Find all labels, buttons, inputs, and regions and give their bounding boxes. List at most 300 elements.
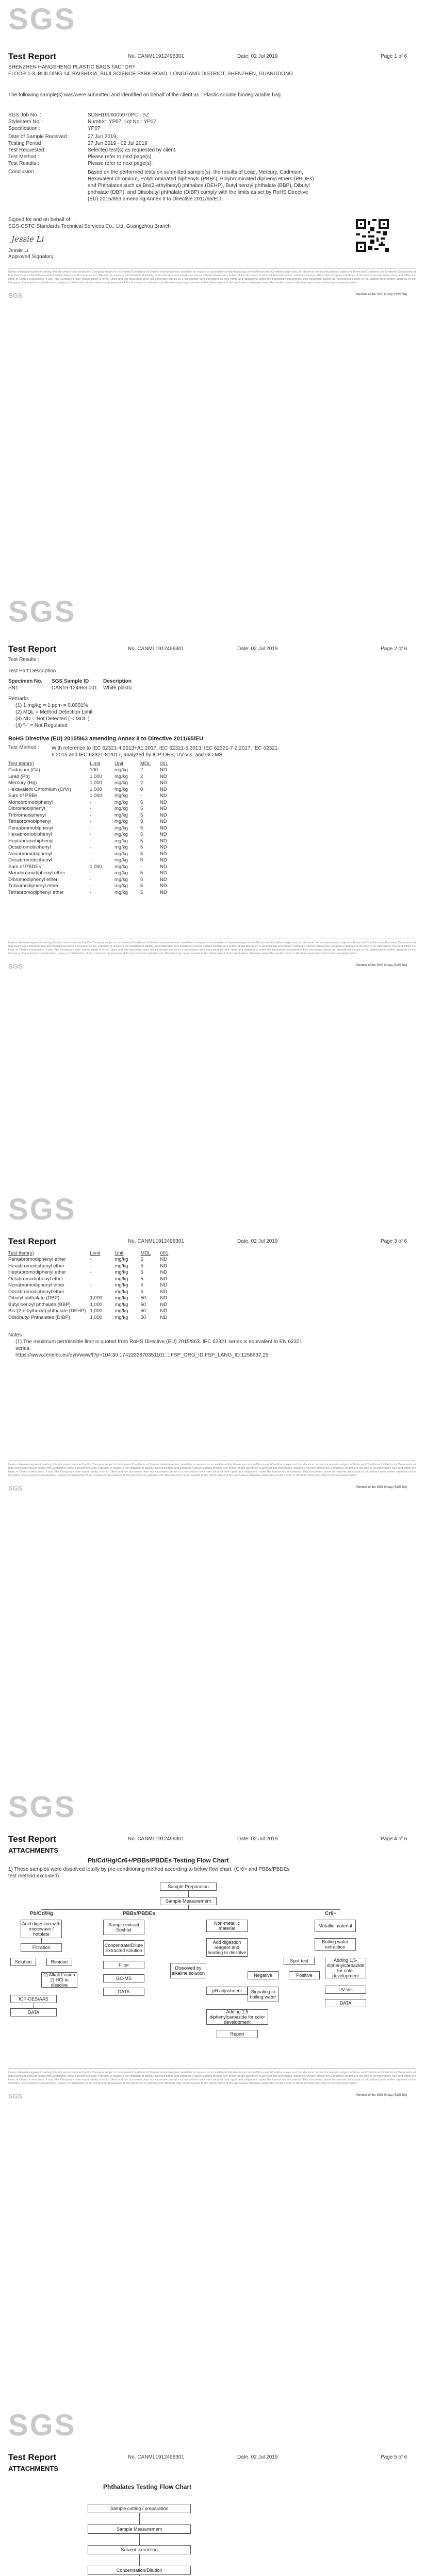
- result-cell: ND: [160, 1257, 168, 1263]
- result-cell: ND: [160, 773, 167, 779]
- limit-cell: -: [90, 1263, 92, 1269]
- remark-item: (3) ND = Not Detected ( < MDL ): [15, 716, 90, 722]
- table-row: [6, 780, 177, 787]
- limit-cell: -: [90, 825, 92, 831]
- limit-cell: 1,000: [90, 793, 102, 799]
- limit-cell: 100: [90, 767, 98, 773]
- test-method-label: Test Method :: [8, 745, 40, 751]
- mdl-cell: 5: [140, 876, 143, 883]
- alkali-fusion-box: 1) Alkali Fusion 2) HCl to dissolve: [41, 1972, 77, 1988]
- remark-item: (1) 1 mg/kg = 1 ppm = 0.0001%: [15, 703, 88, 708]
- mdl-cell: 5: [140, 851, 143, 857]
- test-item-cell: Lead (Pb): [8, 773, 30, 779]
- unit-cell: mg/kg: [114, 780, 128, 786]
- page-number: Page 2 of 6: [381, 646, 407, 652]
- mdl-cell: 50: [140, 1295, 146, 1301]
- test-item-cell: Hexavalent Chromium (CrVI): [8, 786, 71, 792]
- unit-cell: mg/kg: [114, 857, 128, 863]
- data-box: DATA: [10, 2008, 57, 2016]
- report-date: Date: 02 Jul 2019: [237, 54, 278, 59]
- qr-code: [356, 219, 389, 252]
- sgs-logo: SGS: [8, 2409, 76, 2442]
- field-label: Date of Sample Received :: [8, 134, 70, 140]
- footer-logo: SGS: [8, 2092, 23, 2100]
- mdl-cell: 5: [140, 819, 143, 825]
- limit-cell: 1,000: [90, 786, 102, 792]
- phthalates-flowchart-title: Phthalates Testing Flow Chart: [103, 2483, 192, 2490]
- field-value: Selected test(s) as requested by client.: [88, 147, 177, 153]
- unit-cell: mg/kg: [114, 1289, 128, 1295]
- limit-cell: -: [90, 838, 92, 844]
- test-item-cell: Monobromobiphenyl: [8, 799, 53, 805]
- field-label: Style/Item No. :: [8, 119, 44, 125]
- report-number: No. CANML1912496301: [128, 1836, 184, 1842]
- unit-cell: mg/kg: [114, 863, 128, 870]
- result-cell: ND: [160, 1295, 168, 1301]
- field-label: Test Method :: [8, 154, 40, 160]
- test-item-cell: Nonabromodiphenyl ether: [8, 1282, 65, 1289]
- signer-name: Jessie Li: [8, 248, 28, 253]
- connector: [139, 2554, 140, 2566]
- signed-for: Signed for and on behalf of: [8, 217, 71, 223]
- table-row: [6, 889, 177, 896]
- remarks-title: Remarks :: [8, 696, 32, 702]
- col-mdl: MDL: [140, 760, 151, 767]
- limit-cell: 1,000: [90, 780, 102, 786]
- report-title: Test Report: [8, 52, 57, 61]
- report-date: Date: 02 Jul 2019: [237, 1836, 278, 1842]
- rohs-results-table: [6, 760, 177, 896]
- test-item-cell: Cadmium (Cd): [8, 767, 40, 773]
- report-title: Test Report: [8, 2452, 57, 2462]
- page-1: [0, 0, 426, 592]
- field-label: Test Results :: [8, 161, 40, 166]
- test-item-cell: Sum of PBBs: [8, 793, 38, 799]
- col-test-item: Test Item(s): [8, 1250, 34, 1256]
- unit-cell: mg/kg: [114, 1282, 128, 1289]
- table-row: [6, 825, 177, 832]
- mdl-cell: 5: [140, 1263, 143, 1269]
- unit-cell: mg/kg: [114, 1276, 128, 1282]
- report-date: Date: 02 Jul 2019: [237, 646, 278, 652]
- col-unit: Unit: [114, 1250, 124, 1256]
- table-row: [6, 1295, 177, 1302]
- limit-cell: 1,000: [90, 1295, 103, 1301]
- table-row: [6, 1269, 177, 1276]
- result-cell: ND: [160, 883, 167, 889]
- col-001: 001: [160, 760, 168, 767]
- mdl-cell: 5: [140, 832, 143, 838]
- solution-box: Solution: [10, 1958, 36, 1966]
- gc-ms-box: GC-MS: [103, 1974, 144, 1982]
- limit-cell: -: [90, 806, 92, 812]
- page-5: [0, 2406, 426, 2576]
- signature: Jessie Li: [11, 234, 44, 244]
- connector: [41, 1938, 42, 1943]
- table-row: [6, 870, 177, 877]
- data-box: DATA: [325, 1999, 366, 2007]
- flow-step-box: Concentration/Dilution: [88, 2566, 191, 2575]
- sample-preparation-box: Sample Preparation: [160, 1883, 217, 1891]
- unit-cell: mg/kg: [114, 767, 128, 773]
- unit-cell: mg/kg: [114, 825, 128, 831]
- unit-cell: mg/kg: [114, 889, 128, 895]
- limit-cell: 1,000: [90, 1301, 103, 1308]
- unit-cell: mg/kg: [114, 806, 128, 812]
- connector: [188, 1905, 189, 1909]
- specimen-number: SN1: [8, 685, 19, 691]
- footer-member: Member of the SGS Group (SGS SA): [356, 964, 407, 967]
- footer-logo: SGS: [8, 292, 23, 299]
- limit-cell: 1,000: [90, 863, 102, 870]
- result-cell: ND: [160, 832, 167, 838]
- limit-cell: 1,000: [90, 1314, 103, 1320]
- test-item-cell: Monobromodiphenyl ether: [8, 870, 65, 876]
- unit-cell: mg/kg: [114, 1269, 128, 1276]
- test-item-cell: Tribromodiphenyl ether: [8, 883, 59, 889]
- digestion-reagent-box: Add digestion reagent and heating to dissolve: [206, 1938, 248, 1957]
- limit-cell: -: [90, 812, 92, 818]
- table-row: [6, 863, 177, 870]
- table-row: [6, 844, 177, 851]
- test-item-cell: Pentabromodiphenyl ether: [8, 1257, 66, 1263]
- table-row: [6, 1314, 177, 1321]
- result-cell: ND: [160, 1314, 168, 1320]
- uv-vis-box: UV-Vis: [325, 1986, 366, 1994]
- mdl-cell: 5: [140, 870, 143, 876]
- soxhlet-extract-box: Sample extract Soxhlet: [103, 1920, 144, 1935]
- test-item-cell: Diisobutyl Phthalates (DIBP): [8, 1314, 70, 1320]
- sgs-logo: SGS: [8, 1790, 76, 1824]
- table-row: [6, 1282, 177, 1289]
- sample-measurement-box: Sample Measurement: [160, 1897, 217, 1905]
- result-cell: ND: [160, 857, 167, 863]
- ph-adjustment-box: pH adjustment: [206, 1987, 248, 1995]
- table-row: [6, 767, 177, 774]
- result-cell: ND: [160, 844, 167, 851]
- report-box: Report: [217, 2030, 258, 2038]
- unit-cell: mg/kg: [114, 1308, 128, 1314]
- unit-cell: mg/kg: [114, 812, 128, 818]
- conclusion-text: Based on the performed tests on submitted sample(s), the results of Lead, Mercury, Cadmium, Hexavalent chromium, Polybrominated biphenyls (PBBs), Polybrominated diphenyl ethers (PBDEs) and Phthalates such as Bis(2-ethylhexyl) phthalate (DEHP), Butyl benzyl phthalate (BBP), Dibutyl phthalate (DBP), and Diisobutyl phthalate (DIBP) comply with the limits as set by RoHS Directive (EU) 2015/863 amending Annex II to Directive 2011/65/EU.: [88, 170, 314, 202]
- mdl-cell: -: [140, 793, 142, 799]
- result-cell: ND: [160, 1301, 168, 1308]
- attachments-heading: ATTACHMENTS: [8, 2465, 59, 2472]
- unit-cell: mg/kg: [114, 1263, 128, 1269]
- description-header: Description: [103, 679, 132, 684]
- sgs-logo: SGS: [8, 1193, 76, 1226]
- col-001: 001: [160, 1250, 169, 1256]
- table-row: [6, 806, 177, 812]
- test-item-cell: Tribromobiphenyl: [8, 812, 46, 818]
- test-results-label: Test Results :: [8, 657, 40, 663]
- acid-digestion-box: Acid digestion with microwave / hotplate: [21, 1920, 62, 1938]
- footer-logo: SGS: [8, 962, 23, 970]
- result-cell: ND: [160, 806, 167, 812]
- test-item-cell: Pentabromobiphenyl: [8, 825, 54, 831]
- test-item-cell: Decabromodiphenyl ether: [8, 1289, 64, 1295]
- table-row: [6, 883, 177, 890]
- table-header-row: [6, 760, 177, 767]
- residue-box: Residue: [46, 1958, 72, 1966]
- mdl-cell: 5: [140, 1269, 143, 1276]
- result-cell: ND: [160, 812, 167, 818]
- mdl-cell: 5: [140, 799, 143, 805]
- filter-box: Filter: [103, 1961, 144, 1969]
- connector: [139, 2513, 140, 2524]
- mdl-cell: 5: [140, 838, 143, 844]
- filtration-box: Filtration: [21, 1943, 62, 1952]
- test-item-cell: Heptabromodiphenyl ether: [8, 1269, 66, 1276]
- table-row: [6, 1257, 177, 1263]
- result-cell: ND: [160, 876, 167, 883]
- unit-cell: mg/kg: [114, 819, 128, 825]
- col-test-item: Test Item(s): [8, 760, 34, 767]
- test-item-cell: Tetrabromobiphenyl: [8, 819, 52, 825]
- mdl-cell: -: [140, 863, 142, 870]
- test-item-cell: Nonabromobiphenyl: [8, 851, 53, 857]
- mdl-cell: 50: [140, 1308, 146, 1314]
- field-value: 27 Jun 2019 - 02 Jul 2019: [88, 141, 148, 146]
- unit-cell: mg/kg: [114, 1257, 128, 1263]
- signer-title: Approved Signatory: [8, 254, 54, 260]
- field-label: Testing Period :: [8, 141, 44, 146]
- field-label: Test Requested :: [8, 147, 47, 153]
- unit-cell: mg/kg: [114, 793, 128, 799]
- unit-cell: mg/kg: [114, 844, 128, 851]
- flowchart-title: Pb/Cd/Hg/Cr6+/PBBs/PBDEs Testing Flow Chart: [88, 1857, 229, 1864]
- mdl-cell: 50: [140, 1314, 146, 1320]
- report-date: Date: 02 Jul 2019: [237, 1239, 278, 1244]
- test-item-cell: Octabromobiphenyl: [8, 844, 51, 851]
- field-label: SGS Job No. :: [8, 112, 41, 118]
- unit-cell: mg/kg: [114, 870, 128, 876]
- unit-cell: mg/kg: [114, 1295, 128, 1301]
- branch-pbcdhg: Pb/Cd/Hg: [30, 1911, 53, 1917]
- table-row: [6, 876, 177, 883]
- data-box: DATA: [103, 1988, 144, 1996]
- result-cell: ND: [160, 786, 167, 792]
- test-item-cell: Heptabromobiphenyl: [8, 838, 54, 844]
- result-cell: ND: [160, 767, 167, 773]
- sgs-logo: SGS: [8, 3, 76, 36]
- unit-cell: mg/kg: [114, 851, 128, 857]
- rohs-results-body: [6, 767, 177, 896]
- remark-item: (4) "-" = Not Regulated: [15, 723, 68, 728]
- mdl-cell: 5: [140, 857, 143, 863]
- table-row: [6, 857, 177, 864]
- non-metallic-box: Non-metallic material: [206, 1920, 248, 1932]
- test-item-cell: Dibutyl phthalate (DBP): [8, 1295, 60, 1301]
- report-date: Date: 02 Jul 2019: [237, 2454, 278, 2460]
- limit-cell: -: [90, 883, 92, 889]
- limit-cell: -: [90, 799, 92, 805]
- table-row: [6, 773, 177, 780]
- unit-cell: mg/kg: [114, 786, 128, 792]
- test-item-cell: Sum of PBDEs: [8, 863, 41, 870]
- limit-cell: -: [90, 1257, 92, 1263]
- unit-cell: mg/kg: [114, 773, 128, 779]
- test-item-cell: Hexabromobiphenyl: [8, 832, 52, 838]
- negative-box: Negative: [248, 1971, 278, 1979]
- mdl-cell: 5: [140, 1282, 143, 1289]
- connector: [188, 1891, 189, 1897]
- test-part-description-label: Test Part Description :: [8, 668, 59, 674]
- concentrate-box: Concentrate/Dilute Extracted solution: [103, 1940, 144, 1956]
- footer-member: Member of the SGS Group (SGS SA): [356, 2094, 407, 2097]
- limit-cell: -: [90, 876, 92, 883]
- test-item-cell: Decabromobiphenyl: [8, 857, 52, 863]
- flow-step-box: Solvent extraction: [88, 2545, 191, 2554]
- field-value: Please refer to next page(s).: [88, 154, 153, 160]
- limit-cell: 1,000: [90, 1308, 103, 1314]
- signed-org: SGS-CSTC Standards Technical Services Co., Ltd. Guangzhou Branch: [8, 224, 171, 229]
- report-title: Test Report: [8, 1834, 57, 1844]
- field-label: Specification :: [8, 126, 41, 131]
- test-item-cell: Mercury (Hg): [8, 780, 37, 786]
- footer-text: Unless otherwise agreed in writing, this document is issued by the Company subject to its General Conditions of Service printed overleaf, available on request or accessible at http://www.sgs.com/en/Terms-and-Conditions.aspx and, for electronic format documents, subject to Terms and Conditions for Electronic Documents at http://www.sgs.com/en/Terms-and-Conditions/Terms-e-Document.aspx. Attention is drawn to the limitation of liability, indemnification and jurisdiction issues defined therein. Any holder of this document is advised that information contained hereon reflects the Company's findings at the time of its intervention only and within the limits of Client's instructions, if any. The Company's sole responsibility is to its Client and this document does not exonerate parties to a transaction from exercising all their rights and obligations under the transaction documents. This document cannot be reproduced except in full, without prior written approval of the Company. Any unauthorized alteration, forgery or falsification of the content or appearance of this document is unlawful and offenders may be prosecuted to the fullest extent of the law. Unless otherwise stated the results shown in this test report refer only to the sample(s) tested.: [8, 1463, 416, 1477]
- client-address: FLOOR 1-3, BUILDING 14, BAISHIXIA, BUJI SCIENCE PARK ROAD, LONGGANG DISTRICT, SHENZHEN, GUANGDONG: [8, 71, 293, 77]
- page-number: Page 1 of 6: [381, 54, 407, 59]
- spot-test-box: Spot-test: [284, 1957, 315, 1965]
- field-value: Number: YP07; Lot No.: YP07: [88, 119, 157, 125]
- flowchart-description: 1) These samples were dissolved totally by pre-conditioning method according to below flow chart. (Cr6+ and PBBs/PBDEs test method excluded): [8, 1867, 290, 1879]
- field-value: Please refer to next page(s).: [88, 161, 153, 166]
- mdl-cell: 5: [140, 883, 143, 889]
- test-item-cell: Dibromodiphenyl ether: [8, 876, 58, 883]
- result-cell: ND: [160, 1269, 168, 1276]
- table-row: [6, 1289, 177, 1295]
- sgs-logo: SGS: [8, 595, 76, 629]
- boiling-water-box: Boiling water extraction: [315, 1938, 356, 1951]
- result-cell: ND: [160, 1276, 168, 1282]
- page-2: [0, 592, 426, 1190]
- signaling-box: Signaling in boiling water: [248, 1987, 278, 2002]
- unit-cell: mg/kg: [114, 883, 128, 889]
- result-cell: ND: [160, 799, 167, 805]
- intro-text: The following sample(s) was/were submitted and identified on behalf of the client as : Plastic soluble biodegradable bag: [8, 92, 281, 98]
- table-row: [6, 812, 177, 819]
- connector: [139, 2534, 140, 2545]
- unit-cell: mg/kg: [114, 838, 128, 844]
- flow-step-box: Sample Measurement: [88, 2524, 191, 2534]
- mdl-cell: 5: [140, 806, 143, 812]
- col-limit: Limit: [90, 760, 101, 767]
- mdl-cell: 5: [140, 1257, 143, 1263]
- remark-item: (2) MDL = Method Detection Limit: [15, 709, 93, 715]
- footer-text: Unless otherwise agreed in writing, this document is issued by the Company subject to its General Conditions of Service printed overleaf, available on request or accessible at http://www.sgs.com/en/Terms-and-Conditions.aspx and, for electronic format documents, subject to Terms and Conditions for Electronic Documents at http://www.sgs.com/en/Terms-and-Conditions/Terms-e-Document.aspx. Attention is drawn to the limitation of liability, indemnification and jurisdiction issues defined therein. Any holder of this document is advised that information contained hereon reflects the Company's findings at the time of its intervention only and within the limits of Client's instructions, if any. The Company's sole responsibility is to its Client and this document does not exonerate parties to a transaction from exercising all their rights and obligations under the transaction documents. This document cannot be reproduced except in full, without prior written approval of the Company. Any unauthorized alteration, forgery or falsification of the content or appearance of this document is unlawful and offenders may be prosecuted to the fullest extent of the law. Unless otherwise stated the results shown in this test report refer only to the sample(s) tested.: [8, 270, 416, 284]
- limit-cell: -: [90, 1276, 92, 1282]
- table-row: [6, 1263, 177, 1269]
- result-cell: ND: [160, 851, 167, 857]
- page-number: Page 5 of 6: [381, 2454, 407, 2460]
- report-number: No. CANML1912496301: [128, 1239, 184, 1244]
- result-cell: ND: [160, 889, 167, 895]
- table-row: [6, 1308, 177, 1315]
- table-header-row: [6, 1250, 177, 1257]
- result-cell: ND: [160, 863, 167, 870]
- result-cell: ND: [160, 1282, 168, 1289]
- notes-title: Notes :: [8, 1332, 25, 1338]
- table-row: [6, 819, 177, 825]
- branch-pbbs: PBBs/PBDEs: [123, 1911, 155, 1917]
- limit-cell: -: [90, 844, 92, 851]
- table-row: [6, 793, 177, 800]
- table-row: [6, 838, 177, 844]
- flow-step-box: Sample cutting / preparation: [88, 2504, 191, 2513]
- unit-cell: mg/kg: [114, 799, 128, 805]
- table-row: [6, 786, 177, 793]
- limit-cell: -: [90, 1289, 92, 1295]
- rohs-results-body: [6, 1257, 177, 1321]
- note-link: https://www.cenelec.eu/dyn/www/f?p=104:30:1742232870351101::::FSP_ORG_ID,FSP_LANG_ID:1258637,25: [15, 1352, 269, 1358]
- table-row: [6, 1301, 177, 1308]
- result-cell: ND: [160, 1289, 168, 1295]
- test-item-cell: Tetrabromodiphenyl ether: [8, 889, 64, 895]
- branch-cr6: Cr6+: [325, 1911, 337, 1917]
- test-item-cell: Dibromobiphenyl: [8, 806, 45, 812]
- mdl-cell: 5: [140, 812, 143, 818]
- result-cell: ND: [160, 870, 167, 876]
- mdl-cell: 8: [140, 786, 143, 792]
- test-method-text: With reference to IEC 62321-4:2013+A1:2017, IEC 62321-5:2013, IEC 62321-7-2:2017, IEC 62321-6:2015 and IEC 62321-8:2017, analyzed by ICP-OES, UV-Vis, and GC-MS.: [52, 745, 280, 758]
- metallic-box: Metallic material: [315, 1920, 356, 1932]
- rohs-section-title: RoHS Directive (EU) 2015/863 amending Annex II to Directive 2011/65/EU: [8, 736, 204, 742]
- limit-cell: -: [90, 889, 92, 895]
- test-item-cell: Bis-(2-ethylhexyl) phthalate (DEHP): [8, 1308, 86, 1314]
- sample-id-header: SGS Sample ID: [52, 679, 89, 684]
- col-limit: Limit: [90, 1250, 101, 1256]
- report-number: No. CANML1912496301: [128, 646, 184, 652]
- color-development-box: Adding 1,5 diphenylcarbazide for color development: [206, 2009, 268, 2025]
- adding-dpc-box: Adding 1,5-diphenylcarbazide for color development: [325, 1958, 366, 1978]
- limit-cell: -: [90, 832, 92, 838]
- rohs-results-table-continued: [6, 1250, 177, 1321]
- field-value: SDSH1906005970PC - SZ: [88, 112, 149, 118]
- test-item-cell: Hexabromodiphenyl ether: [8, 1263, 64, 1269]
- page-4: [0, 1788, 426, 2406]
- report-title: Test Report: [8, 644, 57, 654]
- result-cell: ND: [160, 793, 167, 799]
- result-cell: ND: [160, 825, 167, 831]
- limit-cell: -: [90, 1269, 92, 1276]
- mdl-cell: 2: [140, 780, 143, 786]
- result-cell: ND: [160, 780, 167, 786]
- col-unit: Unit: [114, 760, 123, 767]
- conclusion-label: Conclusion :: [8, 169, 37, 175]
- dissolve-alkaline-box: Dissolved by alkaline solution: [170, 1963, 206, 1978]
- report-number: No. CANML1912496301: [128, 54, 184, 59]
- test-item-cell: Octabromodiphenyl ether: [8, 1276, 63, 1282]
- page-number: Page 3 of 6: [381, 1239, 407, 1244]
- mdl-cell: 50: [140, 1301, 146, 1308]
- mdl-cell: 5: [140, 889, 143, 895]
- icp-oes-box: ICP-OES/AAS: [10, 1995, 57, 2003]
- table-row: [6, 1276, 177, 1282]
- table-row: [6, 832, 177, 838]
- limit-cell: -: [90, 857, 92, 863]
- footer-logo: SGS: [8, 1484, 23, 1492]
- mdl-cell: 5: [140, 844, 143, 851]
- limit-cell: -: [90, 1282, 92, 1289]
- sample-description: White plastic: [103, 685, 133, 691]
- unit-cell: mg/kg: [114, 876, 128, 883]
- positive-box: Positive: [289, 1971, 320, 1979]
- field-value: YP07: [88, 126, 101, 131]
- table-row: [6, 799, 177, 806]
- unit-cell: mg/kg: [114, 1314, 128, 1320]
- mdl-cell: 5: [140, 1289, 143, 1295]
